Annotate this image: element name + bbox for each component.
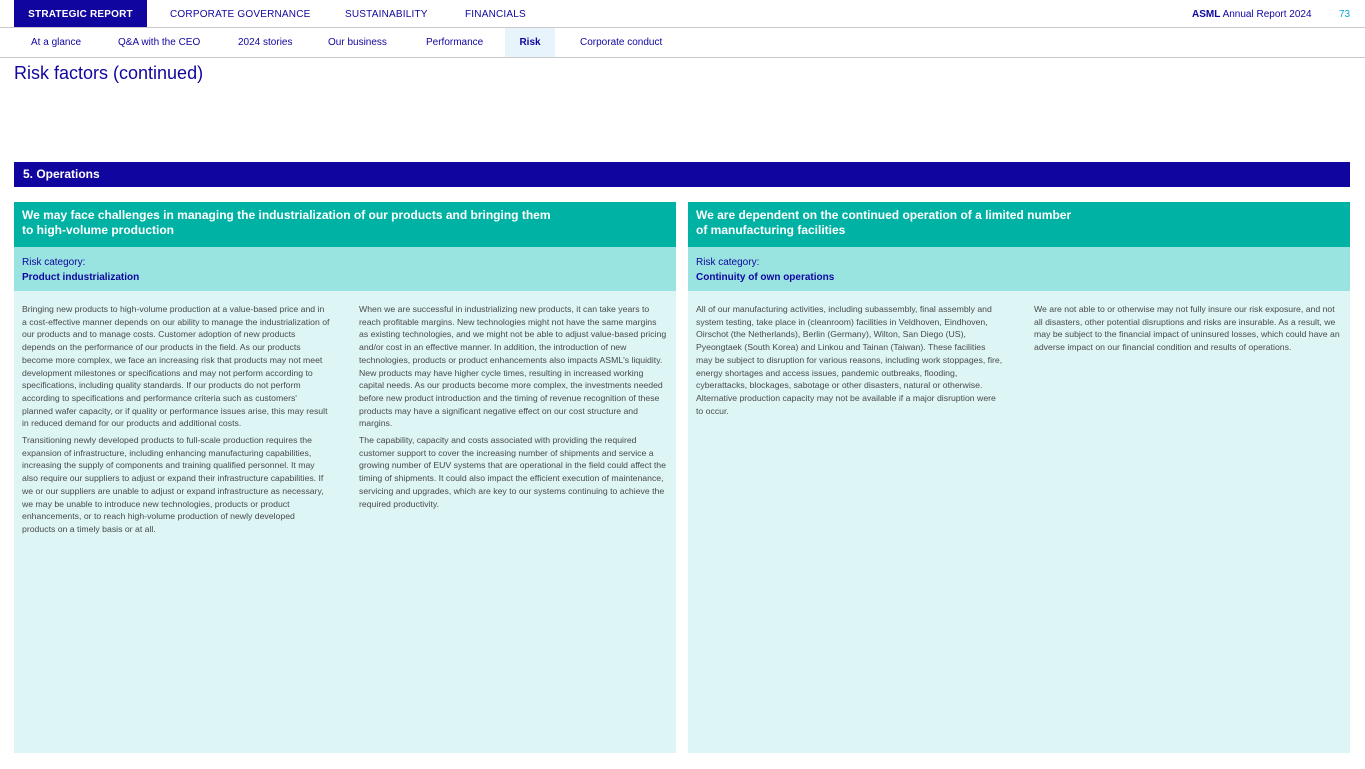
risk-text-column-right [359,303,667,514]
report-brand [1192,0,1312,28]
subnav-performance[interactable]: Performance [426,37,484,48]
top-navigation [0,0,1365,28]
paragraph: All of our manufacturing activities, including subassembly, final assembly and system testing, take place in (cleanroom) facilities in Veldhoven, Eindhoven, Oirschot (the Netherlands), Berlin (Germany), Wilton, San Diego (US), Pyeongtaek (South Korea) and Linkou and Tainan (Taiwan). These facilities may be subject to disruption for various reasons, including work stoppages, fire, energy shortages and access issues, pandemic outbreaks, flooding, cyberattacks, blockages, sabotage or other disasters, natural or otherwise. Alternative production capacity may not be available if a major disruption were to occur. [696,304,1003,416]
risk-category-label: Risk category: [696,257,760,268]
page-number: 73 [1339,9,1351,20]
risk-heading [14,202,676,247]
risk-text-column-left [696,303,1004,421]
sub-navigation [0,28,1365,58]
paragraph: Bringing new products to high-volume production at a value-based price and in a cost-effective manner depends on our ability to manage the industrialization of our products and to manage costs. Customer adoption of new products depends on the performance of our products in the field. As our products become more complex, we face an increasing risk that products may not meet development milestones or specifications and may not perform according to specifications, including quality standards. If our products do not perform according to specifications and performance criteria such as customers' planned wafer capacity, or if quality or performance issues arise, this may result in reduced demand for our products and additional costs. [22,304,330,429]
page-title: Risk factors (continued) [14,63,204,83]
risk-category-label: Risk category: [22,257,86,268]
subnav-at-a-glance[interactable]: At a glance [31,37,82,48]
risk-text-column-right [1034,303,1342,358]
brand-report-title: Annual Report 2024 [1220,9,1312,20]
subnav-corporate-conduct[interactable]: Corporate conduct [580,37,663,48]
subnav-2024-stories[interactable]: 2024 stories [238,37,293,48]
risk-heading-line-2: to high-volume production [22,223,174,237]
risk-heading [688,202,1350,247]
paragraph: We are not able to or otherwise may not fully insure our risk exposure, and not all disasters, other potential disruptions and risks are insurable. As a result, we may be subject to the financial impact of uninsured losses, which could have an adverse impact on our financial condition and results of operations. [1034,304,1340,353]
risk-panel-manufacturing-facilities [688,202,1350,753]
tab-strategic-report[interactable]: STRATEGIC REPORT [14,0,147,27]
tab-sustainability[interactable]: SUSTAINABILITY [345,9,428,20]
paragraph: The capability, capacity and costs associated with providing the required customer support to cover the increasing number of shipments and service a growing number of EUV systems that are operational in the field could affect the timing of shipments. It could also impact the efficient execution of maintenance, servicing and upgrades, which are key to our systems continuing to achieve the required productivity. [359,435,666,509]
subnav-qa-ceo[interactable]: Q&A with the CEO [118,37,201,48]
risk-text-column-left [22,303,330,540]
subnav-risk[interactable]: Risk [505,28,555,57]
tab-financials[interactable]: FINANCIALS [465,9,526,20]
section-header: 5. Operations [14,162,1350,187]
paragraph: Transitioning newly developed products to full-scale production requires the expansion of infrastructure, including enhancing manufacturing capabilities, increasing the supply of components and training qualified personnel. It may also require our suppliers to adjust or expand their infrastructure capabilities. If we or our suppliers are unable to adjust or expand infrastructure as necessary, we may be unable to introduce new technologies, products or product enhancements, or to reach high-volume production of newly developed products on a timely basis or at all. [22,435,324,534]
risk-category-value: Continuity of own operations [696,272,835,283]
brand-name: ASML [1192,9,1221,20]
risk-heading-line-1: We may face challenges in managing the industrialization of our products and bringing them [22,208,551,222]
risk-panel-industrialization [14,202,676,753]
risk-heading-line-1: We are dependent on the continued operation of a limited number [696,208,1072,222]
risk-heading-line-2: of manufacturing facilities [696,223,846,237]
tab-corporate-governance[interactable]: CORPORATE GOVERNANCE [170,9,311,20]
subnav-our-business[interactable]: Our business [328,37,387,48]
risk-category [14,247,676,291]
risk-category [688,247,1350,291]
paragraph: When we are successful in industrializing new products, it can take years to reach profitable margins. New technologies might not have the same margins as existing technologies, and we might not be able to adjust value-based pricing and/or cost in an effective manner. In addition, the introduction of new technologies, products or product enhancements also impacts ASML's liquidity. New products may have higher cycle times, resulting in increased working capital needs. As our products become more complex, the investments needed before new product introduction and the timing of revenue recognition of these products may have a significant negative effect on our cost structure and margins. [359,304,667,429]
risk-category-value: Product industrialization [22,272,140,283]
